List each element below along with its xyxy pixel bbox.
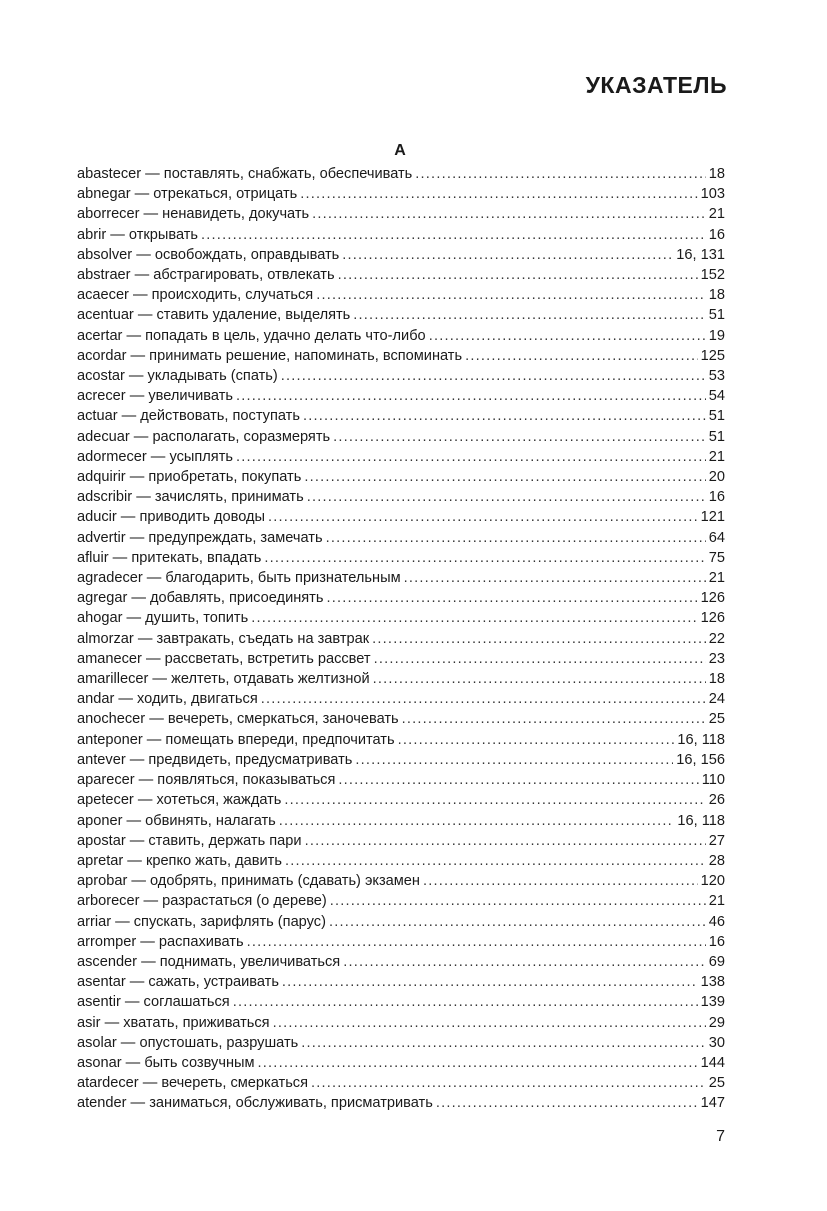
index-entry [77,912,725,932]
dot-leader [300,184,697,204]
index-entry [77,568,725,588]
entry-pages: 24 [708,691,725,708]
dot-leader [316,285,706,305]
index-entry [77,709,725,729]
dot-leader [311,1073,706,1093]
entry-pages: 144 [700,1054,725,1071]
index-entry [77,386,725,406]
entry-text: abastecer — поставлять, снабжать, обеспечивать [77,166,413,182]
entry-pages: 28 [708,852,725,869]
index-entry [77,467,725,487]
index-entry [77,285,725,305]
entry-pages: 22 [708,630,725,647]
entry-pages: 25 [708,1075,725,1092]
entry-pages: 121 [700,509,725,526]
entry-text: aprobar — одобрять, принимать (сдавать) экзамен [77,873,420,890]
index-entry [77,204,725,224]
entry-pages: 18 [708,671,725,688]
dot-leader [285,851,706,871]
entry-text: acertar — попадать в цель, удачно делать что-либо [77,327,426,344]
index-entry [77,851,725,871]
entry-text: asolar — опустошать, разрушать [77,1034,299,1051]
dot-leader [402,709,706,729]
dot-leader [326,588,697,608]
dot-leader [343,952,706,972]
index-entry [77,507,725,527]
entry-pages: 21 [708,206,725,223]
entry-text: asentar — сажать, устраивать [77,974,279,991]
dot-leader [404,568,706,588]
dot-leader [284,790,705,810]
entry-text: actuar — действовать, поступать [77,408,300,425]
entry-pages: 30 [708,1034,725,1051]
entry-pages: 16, 118 [677,731,725,748]
entry-pages: 27 [708,832,725,849]
entry-pages: 120 [700,873,725,890]
entry-pages: 16, 156 [676,751,725,768]
dot-leader [247,932,706,952]
entry-pages: 54 [708,388,725,405]
entry-text: amanecer — рассветать, встретить рассвет [77,650,371,667]
entry-text: amarillecer — желтеть, отдавать желтизной [77,671,370,688]
dot-leader [342,245,673,265]
index-entry [77,548,725,568]
entry-text: apostar — ставить, держать пари [77,832,302,849]
index-list [77,164,725,1114]
entry-text: adecuar — располагать, соразмерять [77,428,331,445]
index-entry [77,730,725,750]
dot-leader [423,871,698,891]
dot-leader [398,730,675,750]
entry-text: agregar — добавлять, присоединять [77,590,324,607]
index-entry [77,1073,725,1093]
index-entry [77,750,725,770]
dot-leader [281,366,706,386]
index-entry [77,608,725,628]
dot-leader [374,649,706,669]
entry-pages: 110 [701,772,725,789]
entry-text: anteponer — помещать впереди, предпочитать [77,731,395,748]
entry-pages: 23 [708,650,725,667]
entry-pages: 75 [708,549,725,566]
entry-text: aparecer — появляться, показываться [77,772,336,789]
index-entry [77,346,725,366]
index-entry [77,427,725,447]
entry-pages: 21 [708,448,725,465]
dot-leader [415,164,705,184]
index-entry [77,326,725,346]
entry-pages: 26 [708,792,725,809]
entry-pages: 21 [708,893,725,910]
entry-pages: 103 [700,186,725,203]
entry-pages: 16 [708,933,725,950]
entry-text: ahogar — душить, топить [77,610,249,627]
dot-leader [429,326,706,346]
index-entry [77,1013,725,1033]
entry-pages: 19 [708,327,725,344]
entry-pages: 69 [708,953,725,970]
entry-text: almorzar — завтракать, съедать на завтрак [77,630,370,647]
entry-pages: 16, 131 [676,246,725,263]
entry-text: asonar — быть созвучным [77,1054,255,1071]
index-entry [77,992,725,1012]
entry-text: atardecer — вечереть, смеркаться [77,1075,308,1092]
entry-pages: 16 [708,489,725,506]
entry-text: abnegar — отрекаться, отрицать [77,186,298,203]
dot-leader [279,811,675,831]
index-entry [77,265,725,285]
entry-text: acrecer — увеличивать [77,388,233,405]
entry-pages: 51 [708,307,725,324]
dot-leader [330,891,706,911]
index-entry [77,831,725,851]
entry-pages: 147 [700,1095,725,1112]
dot-leader [304,467,705,487]
entry-text: apetecer — хотеться, жаждать [77,792,282,809]
entry-text: aborrecer — ненавидеть, докучать [77,206,310,223]
index-entry [77,1093,725,1113]
dot-leader [355,750,673,770]
dot-leader [251,608,697,628]
dot-leader [305,831,706,851]
entry-text: antever — предвидеть, предусматривать [77,751,353,768]
entry-pages: 125 [700,347,725,364]
index-entry [77,1053,725,1073]
dot-leader [303,406,706,426]
entry-pages: 46 [708,913,725,930]
dot-leader [329,912,706,932]
index-entry [77,770,725,790]
index-entry [77,811,725,831]
entry-pages: 64 [708,529,725,546]
entry-text: apretar — крепко жать, давить [77,852,282,869]
entry-text: acentuar — ставить удаление, выделять [77,307,351,324]
dot-leader [201,225,706,245]
entry-pages: 16 [708,226,725,243]
entry-pages: 21 [708,570,725,587]
entry-pages: 29 [708,1014,725,1031]
entry-text: adscribir — зачислять, принимать [77,489,304,506]
index-entry [77,790,725,810]
dot-leader [353,305,705,325]
entry-pages: 51 [708,428,725,445]
dot-leader [465,346,698,366]
dot-leader [273,1013,706,1033]
dot-leader [264,548,705,568]
entry-pages: 51 [708,408,725,425]
entry-text: arriar — спускать, зарифлять (парус) [77,913,326,930]
dot-leader [333,427,706,447]
index-entry [77,588,725,608]
dot-leader [436,1093,698,1113]
index-entry [77,447,725,467]
index-entry [77,629,725,649]
entry-text: abrir — открывать [77,226,199,243]
dot-leader [307,487,706,507]
index-entry [77,669,725,689]
index-entry [77,184,725,204]
dot-leader [373,669,706,689]
dot-leader [326,528,706,548]
entry-text: agradecer — благодарить, быть признательным [77,570,401,587]
entry-text: absolver — освобождать, оправдывать [77,246,340,263]
entry-pages: 18 [708,287,725,304]
index-entry [77,972,725,992]
entry-text: atender — заниматься, обслуживать, присматривать [77,1095,433,1112]
entry-text: asentir — соглашаться [77,994,230,1011]
entry-text: afluir — притекать, впадать [77,549,262,566]
entry-pages: 16, 118 [677,812,725,829]
section-letter: A [394,142,406,159]
entry-text: acaecer — происходить, случаться [77,287,314,304]
dot-leader [261,689,706,709]
page-title: УКАЗАТЕЛЬ [585,72,727,98]
entry-text: adquirir — приобретать, покупать [77,469,302,486]
entry-text: andar — ходить, двигаться [77,691,258,708]
index-entry [77,649,725,669]
index-entry [77,487,725,507]
index-entry [77,406,725,426]
entry-text: abstraer — абстрагировать, отвлекать [77,267,335,284]
entry-text: acordar — принимать решение, напоминать, вспоминать [77,347,463,364]
entry-pages: 20 [708,469,725,486]
entry-text: ascender — поднимать, увеличиваться [77,953,341,970]
index-entry [77,689,725,709]
entry-pages: 25 [708,711,725,728]
index-entry [77,225,725,245]
entry-pages: 138 [700,974,725,991]
entry-text: aponer — обвинять, налагать [77,812,276,829]
index-entry [77,1033,725,1053]
entry-pages: 53 [708,368,725,385]
entry-pages: 126 [700,590,725,607]
dot-leader [282,972,698,992]
entry-text: arromper — распахивать [77,933,244,950]
index-entry [77,932,725,952]
entry-text: asir — хватать, приживаться [77,1014,270,1031]
entry-pages: 126 [700,610,725,627]
dot-leader [301,1033,706,1053]
dot-leader [236,447,706,467]
dot-leader [338,770,698,790]
index-entry [77,305,725,325]
entry-pages: 139 [700,994,725,1011]
entry-text: advertir — предупреждать, замечать [77,529,323,546]
dot-leader [236,386,706,406]
entry-text: adormecer — усыплять [77,448,233,465]
index-entry [77,528,725,548]
index-entry [77,245,725,265]
index-entry [77,891,725,911]
index-entry [77,871,725,891]
entry-text: aducir — приводить доводы [77,509,266,526]
dot-leader [312,204,706,224]
page-number: 7 [716,1128,725,1145]
index-entry [77,952,725,972]
entry-text: arborecer — разрастаться (о дереве) [77,893,327,910]
index-entry [77,164,725,184]
dot-leader [268,507,698,527]
index-entry [77,366,725,386]
entry-text: anochecer — вечереть, смеркаться, заночевать [77,711,399,728]
entry-pages: 18 [708,166,725,182]
dot-leader [372,629,706,649]
entry-text: acostar — укладывать (спать) [77,368,278,385]
dot-leader [258,1053,698,1073]
entry-pages: 152 [700,267,725,284]
dot-leader [233,992,698,1012]
dot-leader [338,265,698,285]
